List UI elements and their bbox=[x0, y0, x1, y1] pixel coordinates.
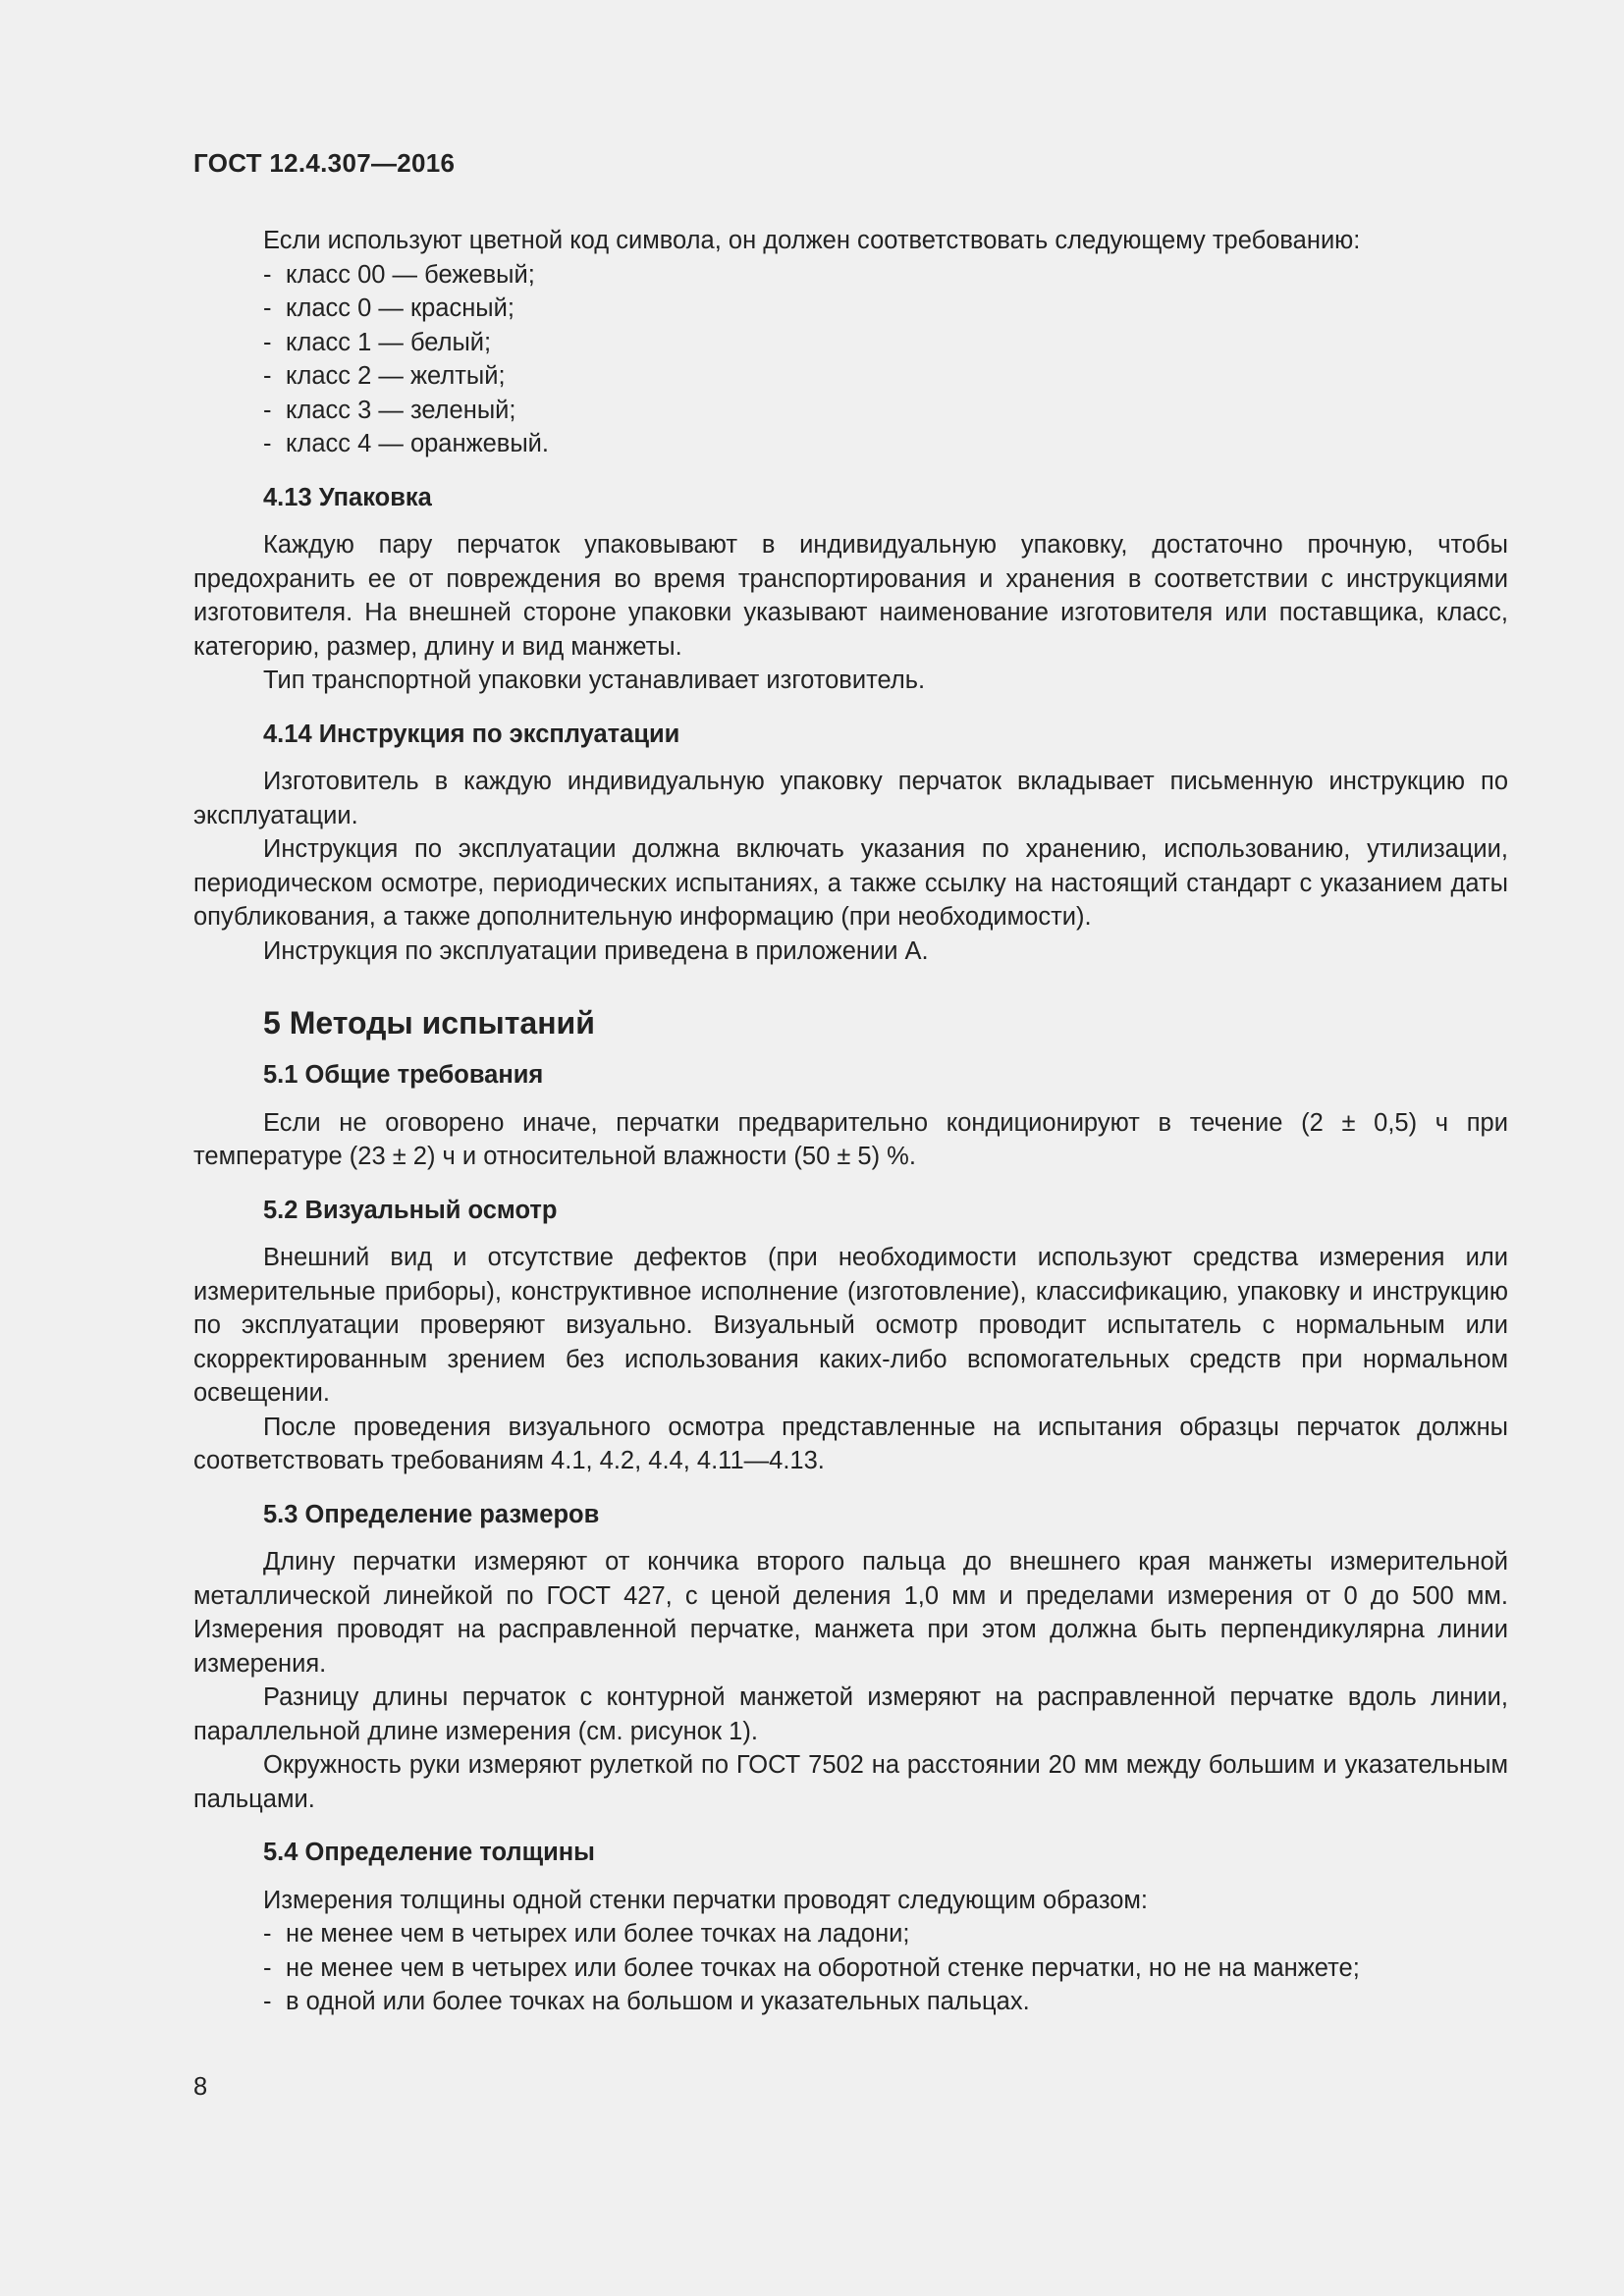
paragraph: Разницу длины перчаток с контурной манжетой измеряют на расправленной перчатке вдоль линии, параллельной длине измерения (см. рисунок 1). bbox=[193, 1683, 1508, 1745]
list-item: - класс 0 — красный; bbox=[263, 294, 514, 322]
section-heading-5-3: 5.3 Определение размеров bbox=[263, 1500, 600, 1528]
document-header-title: ГОСТ 12.4.307—2016 bbox=[193, 148, 456, 178]
paragraph: После проведения визуального осмотра представленные на испытания образцы перчаток должны соответствовать требованиям 4.1, 4.2, 4.4, 4.11—4.13. bbox=[193, 1413, 1508, 1474]
section-heading-5-1: 5.1 Общие требования bbox=[263, 1061, 544, 1089]
list-item: - класс 2 — желтый; bbox=[263, 362, 506, 390]
paragraph: Инструкция по эксплуатации приведена в приложении А. bbox=[263, 936, 929, 965]
paragraph: Окружность руки измеряют рулеткой по ГОСТ 7502 на расстоянии 20 мм между большим и указательным пальцами. bbox=[193, 1751, 1508, 1813]
list-item: - в одной или более точках на большом и указательных пальцах. bbox=[263, 1988, 1030, 2015]
paragraph: Каждую пару перчаток упаковывают в индивидуальную упаковку, достаточно прочную, чтобы предохранить ее от повреждения во время транспортирования и хранения в соответствии с инструкциями изготовителя. На внешней стороне упаковки указывают наименование изготовителя или поставщика, класс, категорию, размер, длину и вид манжеты. bbox=[193, 531, 1508, 661]
section-heading-4-14: 4.14 Инструкция по эксплуатации bbox=[263, 720, 680, 748]
color-code-list bbox=[193, 258, 1508, 461]
section-heading-5-2: 5.2 Визуальный осмотр bbox=[263, 1196, 558, 1224]
section-heading-4-13: 4.13 Упаковка bbox=[263, 483, 432, 511]
thickness-points-list bbox=[193, 1917, 1508, 2019]
paragraph: Если не оговорено иначе, перчатки предварительно кондиционируют в течение (2 ± 0,5) ч при температуре (23 ± 2) ч и относительной влажности (50 ± 5) %. bbox=[193, 1108, 1508, 1170]
paragraph: Изготовитель в каждую индивидуальную упаковку перчаток вкладывает письменную инструкцию по эксплуатации. bbox=[193, 768, 1508, 829]
list-item: - класс 4 — оранжевый. bbox=[263, 430, 550, 457]
paragraph: Длину перчатки измеряют от кончика второго пальца до внешнего края манжеты измерительной металлической линейкой по ГОСТ 427, с ценой деления 1,0 мм и пределами измерения от 0 до 500 мм. Измерения проводят на расправленной перчатке, манжета при этом должна быть перпендикулярна линии измерения. bbox=[193, 1548, 1508, 1678]
section-heading-5-4: 5.4 Определение толщины bbox=[263, 1839, 595, 1866]
color-code-intro: Если используют цветной код символа, он должен соответствовать следующему требованию: bbox=[263, 227, 1361, 254]
list-item: - класс 1 — белый; bbox=[263, 328, 492, 356]
list-item: - не менее чем в четырех или более точках на ладони; bbox=[263, 1920, 910, 1948]
paragraph: Измерения толщины одной стенки перчатки проводят следующим образом: bbox=[263, 1886, 1149, 1914]
page-number: 8 bbox=[193, 2073, 208, 2101]
section-heading-5: 5 Методы испытаний bbox=[263, 1005, 595, 1041]
paragraph: Тип транспортной упаковки устанавливает изготовитель. bbox=[263, 667, 926, 694]
list-item: - не менее чем в четырех или более точках на оборотной стенке перчатки, но не на манжете; bbox=[263, 1953, 1360, 1982]
list-item: - класс 3 — зеленый; bbox=[263, 396, 516, 424]
paragraph: Инструкция по эксплуатации должна включать указания по хранению, использованию, утилизации, периодическом осмотре, периодических испытаниях, а также ссылку на настоящий стандарт с указанием даты опубликования, а также дополнительную информацию (при необходимости). bbox=[193, 835, 1508, 931]
paragraph: Внешний вид и отсутствие дефектов (при необходимости используют средства измерения или измерительные приборы), конструктивное исполнение (изготовление), классификацию, упаковку и инструкцию по эксплуатации проверяют визуально. Визуальный осмотр проводит испытатель с нормальным или скорректированным зрением без использования каких-либо вспомогательных средств при нормальном освещении. bbox=[193, 1244, 1508, 1407]
page-content bbox=[193, 224, 1508, 2019]
list-item: - класс 00 — бежевый; bbox=[263, 260, 535, 289]
